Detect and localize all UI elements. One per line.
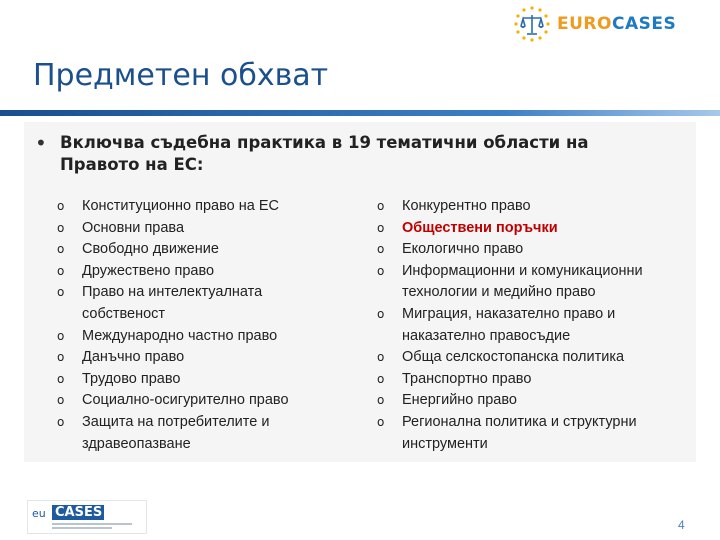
- left-topic-label: Защита на потребителите и здравеопазване: [82, 413, 270, 452]
- sub-bullet-marker: o: [57, 328, 65, 343]
- left-topic-list: [57, 196, 347, 455]
- eucases-footer-logo: [27, 500, 147, 534]
- slide-title: Предметен обхват: [33, 58, 329, 93]
- right-topic-label: Информационни и комуникационни технологии и медийно право: [402, 262, 643, 301]
- sub-bullet-marker: o: [377, 350, 385, 365]
- left-topic-item: [57, 196, 347, 218]
- left-topic-item: [57, 282, 347, 325]
- logo-text-cases: CASES: [611, 14, 677, 34]
- footer-logo-name: CASES: [55, 505, 103, 520]
- sub-bullet-marker: o: [57, 350, 65, 365]
- right-topic-item: [377, 412, 697, 455]
- right-topic-label: Обществени поръчки: [402, 219, 558, 236]
- logo-text-euro: EURO: [557, 14, 612, 34]
- right-topic-item: [377, 196, 697, 218]
- sub-bullet-marker: o: [377, 242, 385, 257]
- left-topic-item: [57, 239, 347, 261]
- left-topic-label: Основни права: [82, 219, 185, 236]
- right-topic-label: Обща селскостопанска политика: [402, 349, 625, 366]
- sub-bullet-marker: o: [377, 393, 385, 408]
- sub-bullet-marker: o: [57, 371, 65, 386]
- left-topic-label: Конституционно право на ЕС: [82, 198, 279, 214]
- sub-bullet-marker: o: [57, 393, 65, 408]
- right-topic-label: Екологично право: [402, 241, 524, 258]
- sub-bullet-marker: o: [377, 414, 385, 429]
- right-topic-item: [377, 304, 697, 347]
- sub-bullet-marker: o: [57, 285, 65, 300]
- sub-bullet-marker: o: [57, 199, 65, 213]
- left-topic-item: [57, 261, 347, 283]
- right-topic-list: [377, 196, 697, 455]
- sub-bullet-marker: o: [377, 220, 385, 235]
- right-topic-label: Миграция, наказателно право и наказателно правосъдие: [402, 305, 616, 344]
- right-topic-item: [377, 239, 697, 261]
- sub-bullet-marker: o: [57, 414, 65, 429]
- right-topic-label: Регионална политика и структурни инструменти: [402, 413, 637, 452]
- left-topic-item: [57, 218, 347, 240]
- right-topic-item: [377, 218, 697, 240]
- left-topic-label: Социално-осигурително право: [82, 392, 289, 409]
- sub-bullet-marker: o: [57, 242, 65, 257]
- right-topic-item: [377, 369, 697, 391]
- eurocases-logo: [510, 4, 710, 44]
- sub-bullet-marker: o: [57, 220, 65, 235]
- main-bullet-marker: •: [35, 131, 47, 155]
- sub-bullet-marker: o: [377, 306, 385, 321]
- eurocases-logo-text: [557, 14, 676, 34]
- footer-logo-tagline-line: [52, 523, 132, 525]
- intro-text: Включва съдебна практика в 19 тематични области на Правото на ЕС:: [60, 133, 589, 174]
- left-topic-item: [57, 369, 347, 391]
- right-topic-label: Енергийно право: [402, 392, 517, 409]
- left-topic-item: [57, 390, 347, 412]
- left-topic-item: [57, 412, 347, 455]
- left-topic-item: [57, 326, 347, 348]
- right-topic-item: [377, 261, 697, 304]
- left-topic-label: Трудово право: [82, 370, 181, 387]
- right-topic-item: [377, 390, 697, 412]
- page-number: 4: [678, 518, 685, 532]
- footer-logo-prefix: eu: [32, 507, 46, 520]
- sub-bullet-marker: o: [377, 199, 385, 213]
- left-topic-label: Данъчно право: [82, 349, 185, 366]
- left-topic-item: [57, 347, 347, 369]
- left-topic-label: Свободно движение: [82, 241, 219, 258]
- sub-bullet-marker: o: [377, 371, 385, 386]
- sub-bullet-marker: o: [377, 263, 385, 278]
- right-topic-item: [377, 347, 697, 369]
- sub-bullet-marker: o: [57, 263, 65, 278]
- right-topic-label: Транспортно право: [402, 370, 532, 387]
- left-topic-label: Дружествено право: [82, 262, 215, 279]
- footer-logo-tagline-line: [52, 527, 112, 529]
- left-topic-label: Право на интелектуалната собственост: [82, 284, 263, 322]
- left-topic-label: Международно частно право: [82, 327, 278, 344]
- title-divider: [0, 110, 720, 116]
- right-topic-label: Конкурентно право: [402, 198, 531, 214]
- scales-of-justice-icon: [510, 4, 554, 44]
